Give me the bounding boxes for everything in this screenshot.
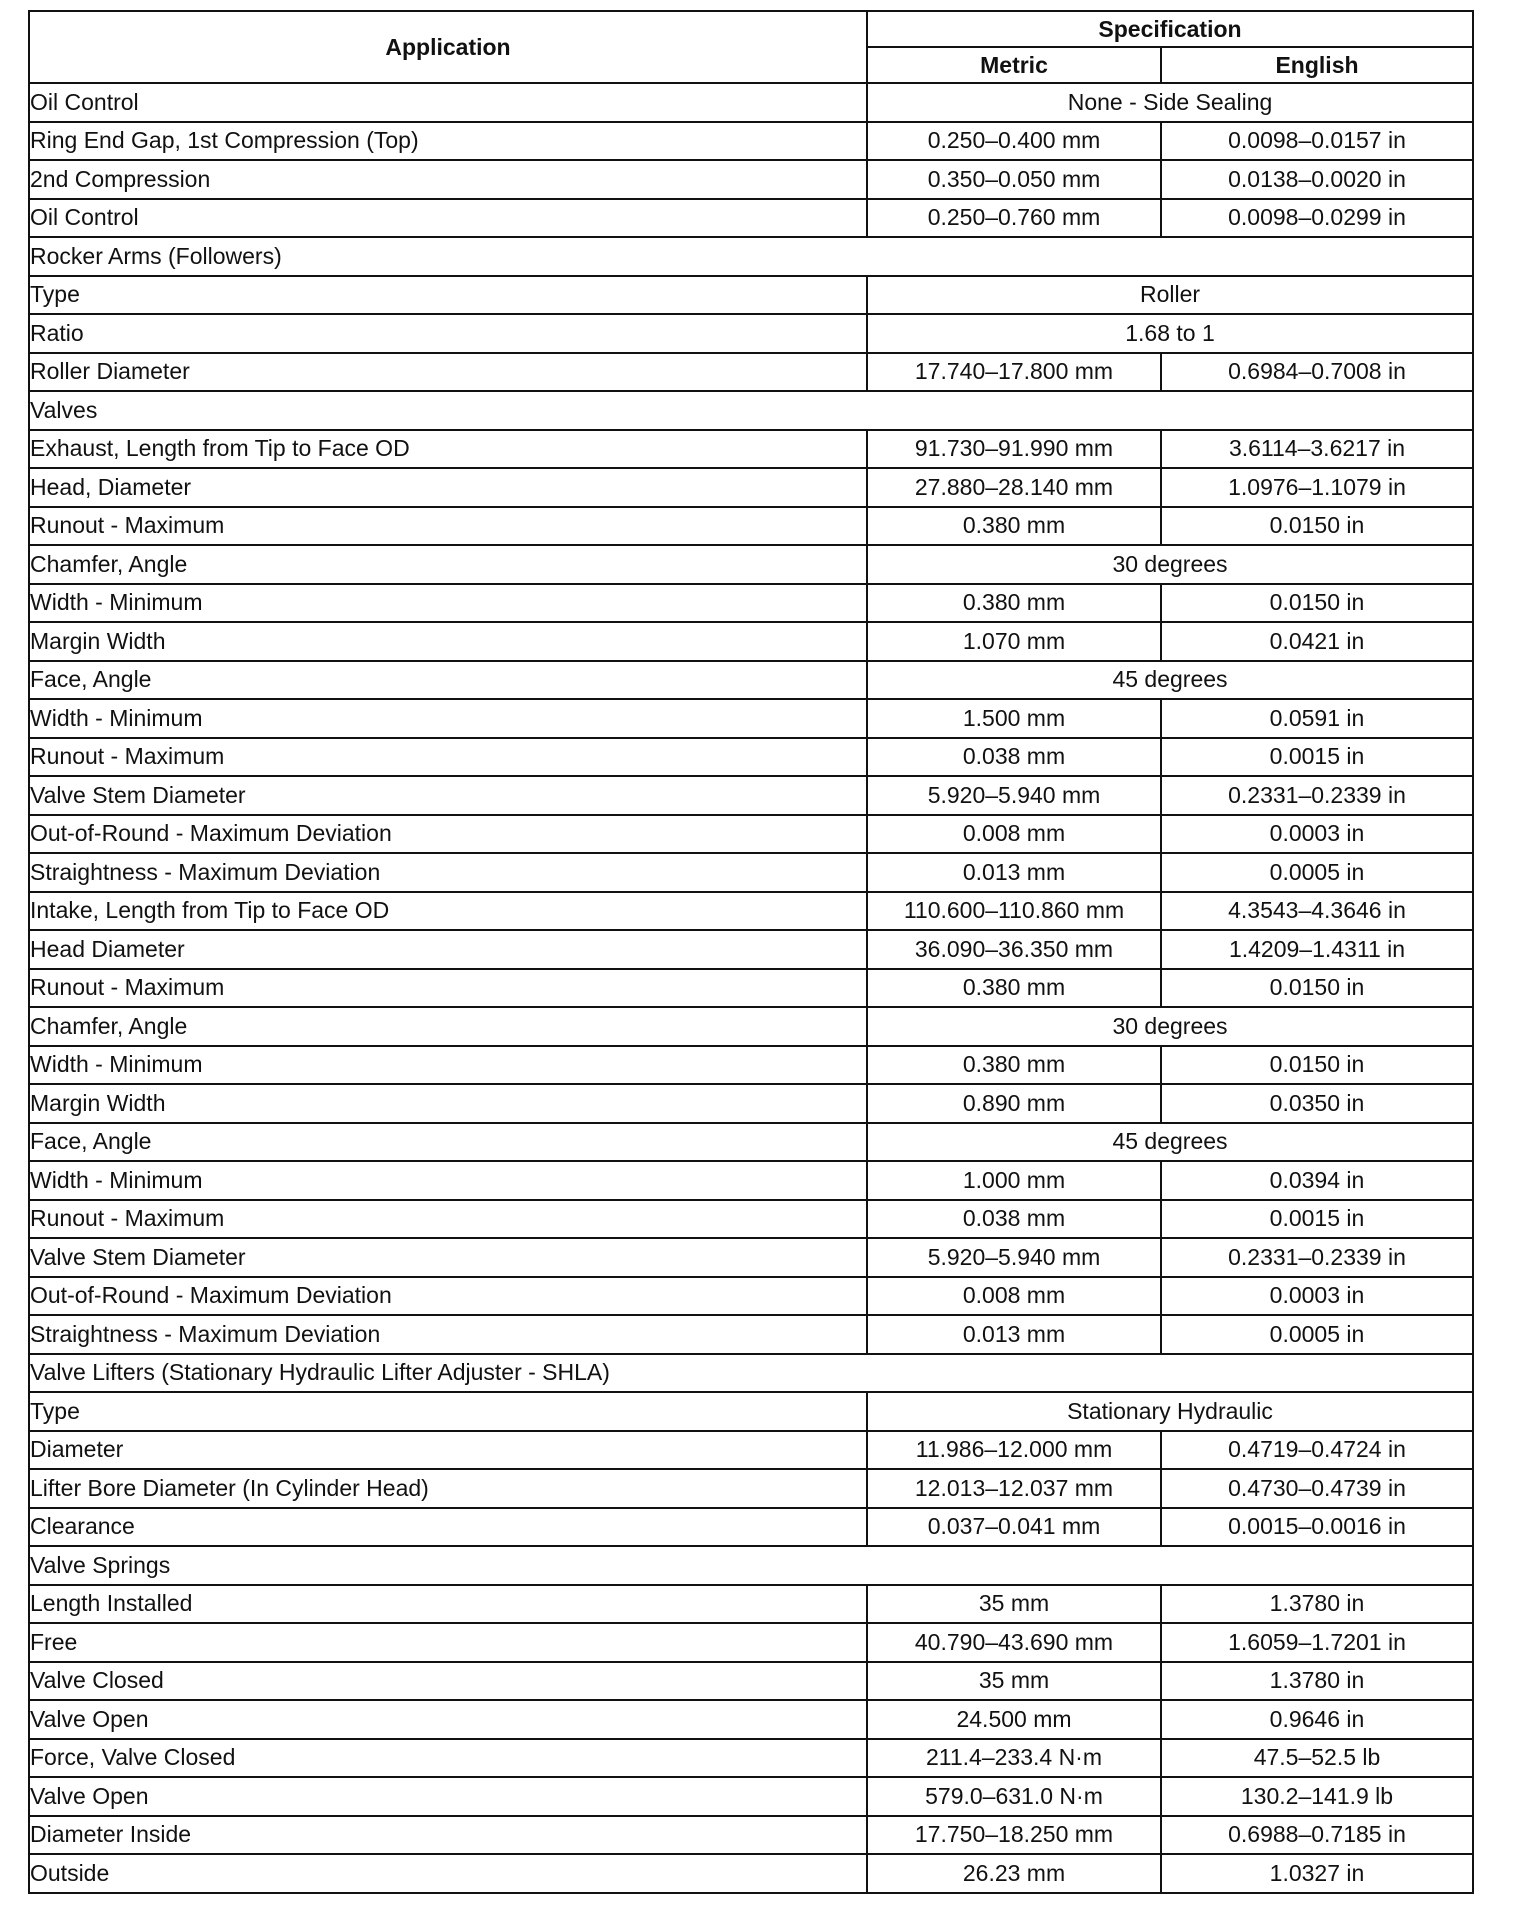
application-cell: Valve Stem Diameter — [29, 776, 867, 815]
application-cell: Force, Valve Closed — [29, 1739, 867, 1778]
table-row — [29, 1700, 1473, 1739]
metric-cell: 17.750–18.250 mm — [867, 1816, 1161, 1855]
english-cell: 0.2331–0.2339 in — [1161, 1238, 1473, 1277]
english-cell: 0.0394 in — [1161, 1161, 1473, 1200]
table-row — [29, 1200, 1473, 1239]
table-row — [29, 1392, 1473, 1431]
table-row — [29, 468, 1473, 507]
metric-cell: 0.250–0.400 mm — [867, 122, 1161, 161]
english-cell: 0.0005 in — [1161, 853, 1473, 892]
metric-cell: 5.920–5.940 mm — [867, 1238, 1161, 1277]
metric-cell: 0.890 mm — [867, 1084, 1161, 1123]
table-row — [29, 622, 1473, 661]
table-row — [29, 199, 1473, 238]
application-cell: Face, Angle — [29, 1123, 867, 1162]
metric-cell: 0.008 mm — [867, 815, 1161, 854]
metric-cell: 0.013 mm — [867, 853, 1161, 892]
metric-cell: 24.500 mm — [867, 1700, 1161, 1739]
application-cell: Intake, Length from Tip to Face OD — [29, 892, 867, 931]
table-row — [29, 1431, 1473, 1470]
table-row — [29, 892, 1473, 931]
table-row — [29, 699, 1473, 738]
english-header: English — [1161, 47, 1473, 83]
metric-cell: 110.600–110.860 mm — [867, 892, 1161, 931]
metric-cell: 0.038 mm — [867, 1200, 1161, 1239]
metric-cell: 0.250–0.760 mm — [867, 199, 1161, 238]
metric-cell: 27.880–28.140 mm — [867, 468, 1161, 507]
table-row — [29, 1508, 1473, 1547]
metric-cell: 0.008 mm — [867, 1277, 1161, 1316]
english-cell: 0.0003 in — [1161, 815, 1473, 854]
application-cell: Width - Minimum — [29, 584, 867, 623]
metric-cell: 26.23 mm — [867, 1854, 1161, 1893]
application-cell: Ratio — [29, 314, 867, 353]
section-row — [29, 237, 1473, 276]
application-cell: Head Diameter — [29, 930, 867, 969]
english-cell: 0.0350 in — [1161, 1084, 1473, 1123]
english-cell: 1.3780 in — [1161, 1585, 1473, 1624]
metric-cell: 0.038 mm — [867, 738, 1161, 777]
specification-cell: 30 degrees — [867, 1007, 1473, 1046]
application-cell: 2nd Compression — [29, 160, 867, 199]
table-row — [29, 1238, 1473, 1277]
application-header: Application — [29, 11, 867, 83]
application-cell: Chamfer, Angle — [29, 545, 867, 584]
application-cell: Type — [29, 276, 867, 315]
table-row — [29, 815, 1473, 854]
application-cell: Out-of-Round - Maximum Deviation — [29, 815, 867, 854]
metric-cell: 17.740–17.800 mm — [867, 353, 1161, 392]
table-row — [29, 738, 1473, 777]
application-cell: Head, Diameter — [29, 468, 867, 507]
table-row — [29, 276, 1473, 315]
english-cell: 130.2–141.9 lb — [1161, 1777, 1473, 1816]
english-cell: 0.2331–0.2339 in — [1161, 776, 1473, 815]
table-row — [29, 430, 1473, 469]
metric-cell: 1.070 mm — [867, 622, 1161, 661]
metric-cell: 0.037–0.041 mm — [867, 1508, 1161, 1547]
metric-cell: 5.920–5.940 mm — [867, 776, 1161, 815]
specification-table — [28, 10, 1474, 1894]
english-cell: 3.6114–3.6217 in — [1161, 430, 1473, 469]
table-header — [29, 11, 1473, 83]
table-row — [29, 930, 1473, 969]
english-cell: 0.6984–0.7008 in — [1161, 353, 1473, 392]
table-row — [29, 1161, 1473, 1200]
application-cell: Margin Width — [29, 622, 867, 661]
table-row — [29, 507, 1473, 546]
english-cell: 0.0591 in — [1161, 699, 1473, 738]
application-cell: Free — [29, 1623, 867, 1662]
application-cell: Width - Minimum — [29, 1161, 867, 1200]
english-cell: 0.0150 in — [1161, 507, 1473, 546]
application-cell: Diameter Inside — [29, 1816, 867, 1855]
application-cell: Roller Diameter — [29, 353, 867, 392]
application-cell: Straightness - Maximum Deviation — [29, 853, 867, 892]
english-cell: 47.5–52.5 lb — [1161, 1739, 1473, 1778]
english-cell: 0.4719–0.4724 in — [1161, 1431, 1473, 1470]
metric-cell: 0.380 mm — [867, 507, 1161, 546]
english-cell: 0.0098–0.0299 in — [1161, 199, 1473, 238]
application-cell: Clearance — [29, 1508, 867, 1547]
metric-header: Metric — [867, 47, 1161, 83]
specification-cell: 45 degrees — [867, 661, 1473, 700]
application-cell: Oil Control — [29, 199, 867, 238]
english-cell: 0.9646 in — [1161, 1700, 1473, 1739]
english-cell: 0.0015 in — [1161, 1200, 1473, 1239]
application-cell: Runout - Maximum — [29, 1200, 867, 1239]
metric-cell: 579.0–631.0 N·m — [867, 1777, 1161, 1816]
table-row — [29, 122, 1473, 161]
table-row — [29, 1816, 1473, 1855]
table-row — [29, 969, 1473, 1008]
table-row — [29, 661, 1473, 700]
table-row — [29, 1084, 1473, 1123]
section-label: Valve Lifters (Stationary Hydraulic Lifter Adjuster - SHLA) — [29, 1354, 1473, 1393]
application-cell: Face, Angle — [29, 661, 867, 700]
table-row — [29, 314, 1473, 353]
application-cell: Valve Open — [29, 1700, 867, 1739]
application-cell: Width - Minimum — [29, 699, 867, 738]
english-cell: 1.4209–1.4311 in — [1161, 930, 1473, 969]
english-cell: 0.0015–0.0016 in — [1161, 1508, 1473, 1547]
specification-cell: Stationary Hydraulic — [867, 1392, 1473, 1431]
application-cell: Chamfer, Angle — [29, 1007, 867, 1046]
section-label: Valves — [29, 391, 1473, 430]
metric-cell: 0.380 mm — [867, 584, 1161, 623]
english-cell: 1.0976–1.1079 in — [1161, 468, 1473, 507]
metric-cell: 211.4–233.4 N·m — [867, 1739, 1161, 1778]
table-row — [29, 1662, 1473, 1701]
application-cell: Valve Stem Diameter — [29, 1238, 867, 1277]
english-cell: 1.0327 in — [1161, 1854, 1473, 1893]
metric-cell: 12.013–12.037 mm — [867, 1469, 1161, 1508]
table-row — [29, 83, 1473, 122]
table-row — [29, 853, 1473, 892]
application-cell: Ring End Gap, 1st Compression (Top) — [29, 122, 867, 161]
metric-cell: 35 mm — [867, 1662, 1161, 1701]
table-row — [29, 1315, 1473, 1354]
section-label: Rocker Arms (Followers) — [29, 237, 1473, 276]
table-row — [29, 1007, 1473, 1046]
application-cell: Length Installed — [29, 1585, 867, 1624]
table-body — [29, 83, 1473, 1893]
table-row — [29, 1854, 1473, 1893]
metric-cell: 1.000 mm — [867, 1161, 1161, 1200]
english-cell: 0.4730–0.4739 in — [1161, 1469, 1473, 1508]
english-cell: 0.0015 in — [1161, 738, 1473, 777]
application-cell: Exhaust, Length from Tip to Face OD — [29, 430, 867, 469]
english-cell: 1.3780 in — [1161, 1662, 1473, 1701]
application-cell: Runout - Maximum — [29, 507, 867, 546]
table-row — [29, 776, 1473, 815]
table-row — [29, 1123, 1473, 1162]
metric-cell: 0.013 mm — [867, 1315, 1161, 1354]
specification-cell: 1.68 to 1 — [867, 314, 1473, 353]
metric-cell: 35 mm — [867, 1585, 1161, 1624]
specification-cell: None - Side Sealing — [867, 83, 1473, 122]
application-cell: Outside — [29, 1854, 867, 1893]
metric-cell: 36.090–36.350 mm — [867, 930, 1161, 969]
specification-header: Specification — [867, 11, 1473, 47]
table-row — [29, 1277, 1473, 1316]
specification-cell: Roller — [867, 276, 1473, 315]
table-row — [29, 584, 1473, 623]
metric-cell: 0.380 mm — [867, 1046, 1161, 1085]
table-row — [29, 1623, 1473, 1662]
table-row — [29, 1469, 1473, 1508]
application-cell: Runout - Maximum — [29, 969, 867, 1008]
specification-cell: 45 degrees — [867, 1123, 1473, 1162]
application-cell: Straightness - Maximum Deviation — [29, 1315, 867, 1354]
application-cell: Out-of-Round - Maximum Deviation — [29, 1277, 867, 1316]
english-cell: 0.0150 in — [1161, 969, 1473, 1008]
application-cell: Margin Width — [29, 1084, 867, 1123]
section-row — [29, 1546, 1473, 1585]
application-cell: Valve Closed — [29, 1662, 867, 1701]
english-cell: 1.6059–1.7201 in — [1161, 1623, 1473, 1662]
application-cell: Width - Minimum — [29, 1046, 867, 1085]
english-cell: 0.0138–0.0020 in — [1161, 160, 1473, 199]
table-row — [29, 1585, 1473, 1624]
application-cell: Diameter — [29, 1431, 867, 1470]
section-row — [29, 391, 1473, 430]
english-cell: 0.0421 in — [1161, 622, 1473, 661]
table-row — [29, 545, 1473, 584]
application-cell: Valve Open — [29, 1777, 867, 1816]
table-row — [29, 353, 1473, 392]
english-cell: 0.0098–0.0157 in — [1161, 122, 1473, 161]
metric-cell: 0.380 mm — [867, 969, 1161, 1008]
section-label: Valve Springs — [29, 1546, 1473, 1585]
table-row — [29, 1739, 1473, 1778]
metric-cell: 40.790–43.690 mm — [867, 1623, 1161, 1662]
english-cell: 4.3543–4.3646 in — [1161, 892, 1473, 931]
application-cell: Runout - Maximum — [29, 738, 867, 777]
metric-cell: 0.350–0.050 mm — [867, 160, 1161, 199]
section-row — [29, 1354, 1473, 1393]
metric-cell: 91.730–91.990 mm — [867, 430, 1161, 469]
application-cell: Type — [29, 1392, 867, 1431]
application-cell: Oil Control — [29, 83, 867, 122]
metric-cell: 1.500 mm — [867, 699, 1161, 738]
application-cell: Lifter Bore Diameter (In Cylinder Head) — [29, 1469, 867, 1508]
table-row — [29, 160, 1473, 199]
table-row — [29, 1777, 1473, 1816]
specification-cell: 30 degrees — [867, 545, 1473, 584]
english-cell: 0.0003 in — [1161, 1277, 1473, 1316]
metric-cell: 11.986–12.000 mm — [867, 1431, 1161, 1470]
english-cell: 0.0150 in — [1161, 584, 1473, 623]
table-row — [29, 1046, 1473, 1085]
english-cell: 0.0150 in — [1161, 1046, 1473, 1085]
english-cell: 0.0005 in — [1161, 1315, 1473, 1354]
english-cell: 0.6988–0.7185 in — [1161, 1816, 1473, 1855]
